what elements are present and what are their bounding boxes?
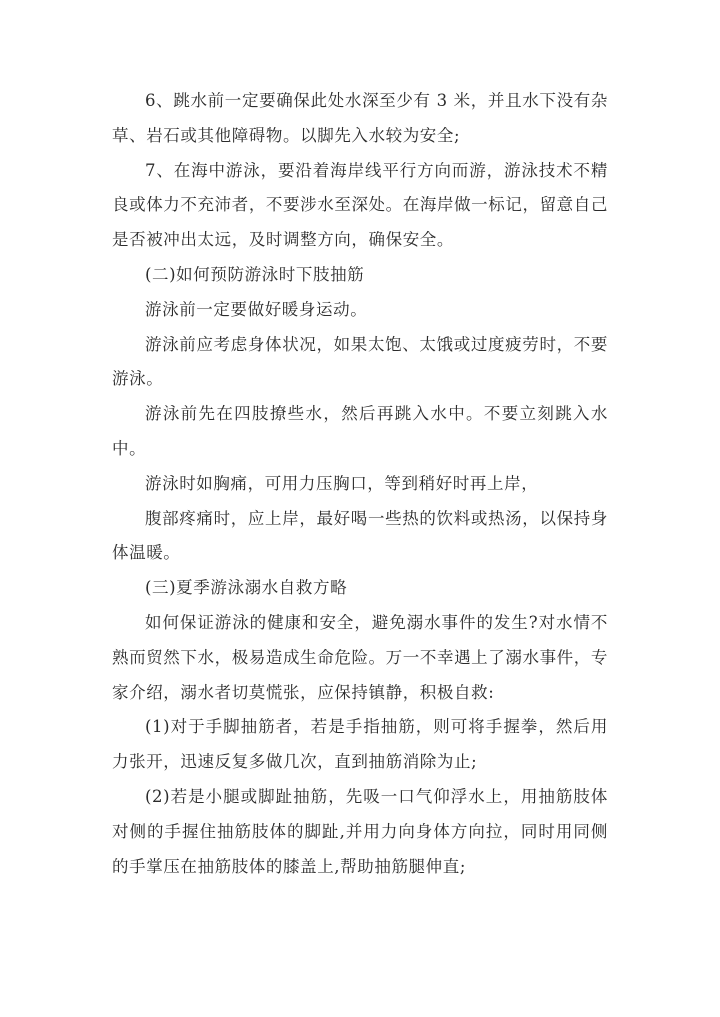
paragraph-warm-up: 游泳前一定要做好暖身运动。 (145, 299, 368, 319)
paragraph-item-6-diving: 6、跳水前一定要确保此处水深至少有 3 米，并且水下没有杂草、岩石或其他障碍物。以脚先入水较为安全; (112, 91, 608, 145)
paragraph-splash-water: 游泳前先在四肢撩些水，然后再跳入水中。不要立刻跳入水中。 (112, 404, 608, 458)
document-body (112, 84, 608, 884)
section-heading-cramp-prevention: (二)如何预防游泳时下肢抽筋 (145, 264, 365, 284)
paragraph-safety-intro: 如何保证游泳的健康和安全，避免溺水事件的发生?对水情不熟而贸然下水，极易造成生命危险。万一不幸遇上了溺水事件，专家介绍，溺水者切莫慌张，应保持镇静，积极自救: (112, 612, 608, 702)
paragraph-body-condition: 游泳前应考虑身体状况，如果太饱、太饿或过度疲劳时，不要游泳。 (112, 334, 608, 389)
paragraph-hand-cramp: (1)对于手脚抽筋者，若是手指抽筋，则可将手握拳，然后用力张开，迅速反复多做几次，直到抽筋消除为止; (112, 717, 608, 772)
paragraph-leg-cramp: (2)若是小腿或脚趾抽筋，先吸一口气仰浮水上，用抽筋肢体对侧的手握住抽筋肢体的脚趾,并用力向身体方向拉，同时用同侧的手掌压在抽筋肢体的膝盖上,帮助抽筋腿伸直; (112, 786, 608, 876)
paragraph-chest-pain: 游泳时如胸痛，可用力压胸口，等到稍好时再上岸， (145, 473, 539, 493)
paragraph-abdominal-pain: 腹部疼痛时，应上岸，最好喝一些热的饮料或热汤，以保持身体温暖。 (112, 508, 608, 563)
section-heading-drowning-self-rescue: (三)夏季游泳溺水自救方略 (145, 578, 348, 598)
paragraph-item-7-sea-swimming: 7、在海中游泳，要沿着海岸线平行方向而游，游泳技术不精良或体力不充沛者，不要涉水至深处。在海岸做一标记，留意自己是否被冲出太远，及时调整方向，确保安全。 (112, 160, 608, 250)
